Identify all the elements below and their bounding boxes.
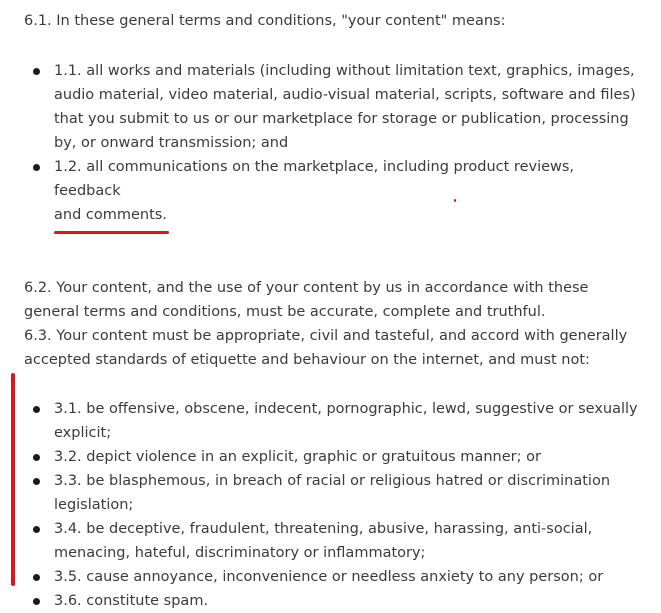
list-item-3-6	[24, 589, 639, 613]
red-underline-annotation	[54, 231, 169, 234]
red-underline-annotation	[454, 199, 456, 202]
content-definition-list	[24, 59, 639, 227]
highlighted-phrase-line1: product reviews, feedback	[54, 159, 574, 199]
red-vertical-bar-annotation	[11, 373, 15, 586]
bullet-icon	[33, 526, 40, 533]
list-item-1-1	[24, 59, 639, 155]
list-item-text: 3.2. depict violence in an explicit, graphic or gratuitous manner; or	[54, 449, 541, 465]
section-6-3-intro: 6.3. Your content must be appropriate, civil and tasteful, and accord with generally accepted standards of etiquette and behaviour on the internet, and must not:	[24, 328, 628, 368]
list-item-3-5	[24, 565, 639, 589]
list-item-text: 3.1. be offensive, obscene, indecent, pornographic, lewd, suggestive or sexually explicit;	[54, 401, 638, 441]
bullet-icon	[33, 454, 40, 461]
list-item-text: 3.6. constitute spam.	[54, 593, 209, 609]
bullet-icon	[33, 68, 40, 75]
section-6-1-intro: 6.1. In these general terms and conditions, "your content" means:	[24, 13, 506, 29]
list-item-text: 1.2. all communications on the marketplace, including	[54, 159, 454, 175]
prohibited-content-list	[24, 397, 639, 613]
bullet-icon	[33, 406, 40, 413]
list-item-text: 3.4. be deceptive, fraudulent, threatening, abusive, harassing, anti-social, menacing, hateful, discriminatory or inflammatory;	[54, 521, 593, 561]
list-item-3-2	[24, 445, 639, 469]
list-item-text: 3.5. cause annoyance, inconvenience or needless anxiety to any person; or	[54, 569, 604, 585]
bullet-icon	[33, 164, 40, 171]
terms-document	[24, 9, 639, 613]
highlighted-phrase-line2: and comments.	[54, 207, 167, 223]
section-6-2: 6.2. Your content, and the use of your content by us in accordance with these general terms and conditions, must be accurate, complete and truthful.	[24, 280, 589, 320]
list-item-1-2	[24, 155, 639, 227]
list-item-3-1	[24, 397, 639, 445]
bullet-icon	[33, 478, 40, 485]
list-item-text: 3.3. be blasphemous, in breach of racial or religious hatred or discrimination legislation;	[54, 473, 611, 513]
list-item-3-4	[24, 517, 639, 565]
list-item-text: 1.1. all works and materials (including without limitation text, graphics, images, audio material, video material, audio-visual material, scripts, software and files) that you submit to us or our marketplace for storage or publication, processing by, or onward transmission; and	[54, 63, 636, 151]
list-item-3-3	[24, 469, 639, 517]
bullet-icon	[33, 574, 40, 581]
